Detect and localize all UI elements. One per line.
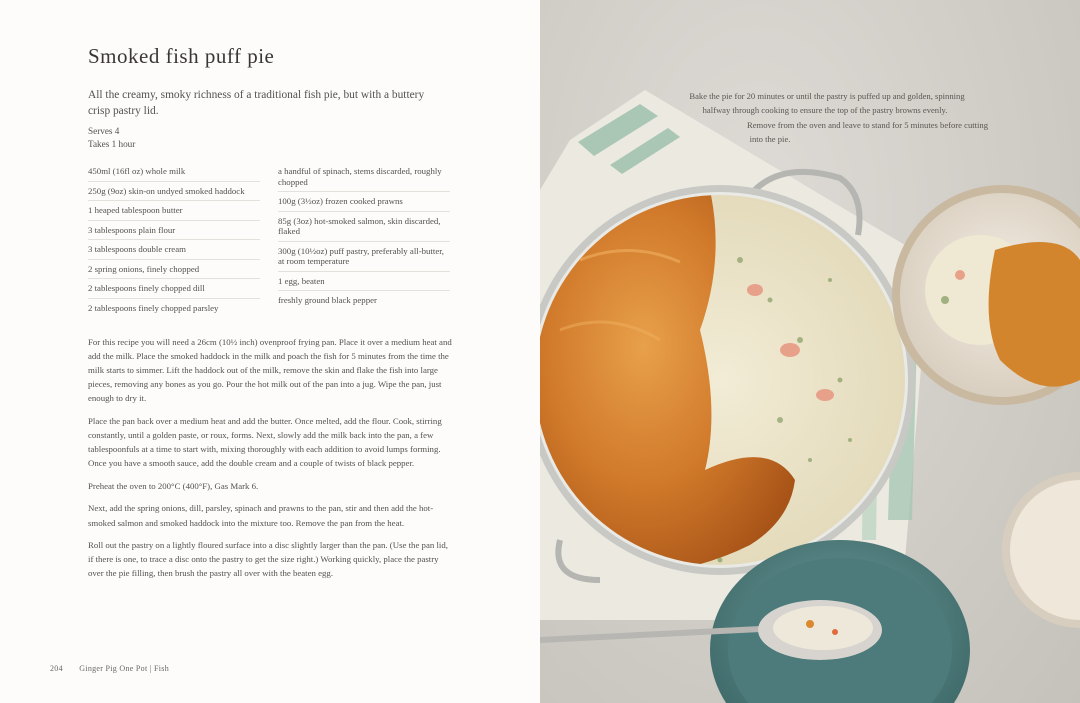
method-steps (88, 335, 452, 589)
caption-line: Remove from the oven and leave to stand for 5 minutes before cutting (746, 119, 989, 130)
ingredient-item: freshly ground black pepper (278, 295, 377, 305)
cream-bowl (1002, 472, 1080, 628)
method-paragraph: For this recipe you will need a 26cm (10½ inch) ovenproof frying pan. Place it over a medium heat and add the milk. Place the smoked haddock in the milk and poach the fish for 5 minutes from the time the milk starts to simmer. Lift the haddock out of the milk, remove the skin and flake the fish into large pieces, removing any bones as you go. Pour the hot milk out of the pan into a jug. Wipe the pan, just enough to dry it. (88, 337, 452, 404)
caption-line: into the pie. (749, 133, 791, 144)
ingredient-item: a handful of spinach, stems discarded, roughly chopped (278, 162, 450, 192)
ingredients-column-left (88, 162, 260, 317)
method-paragraph: Next, add the spring onions, dill, parsley, spinach and prawns to the pan, stir and then add the hot-smoked salmon and smoked haddock into the mixture too. Remove the pan from the heat. (88, 503, 434, 528)
recipe-title: Smoked fish puff pie (88, 44, 275, 68)
page-number: 204 (50, 664, 63, 673)
running-head: Ginger Pig One Pot | Fish (79, 664, 169, 673)
caption-line: Bake the pie for 20 minutes or until the pastry is puffed up and golden, spinning (689, 91, 965, 101)
ingredient-item: 300g (10½oz) puff pastry, preferably all-butter, at room temperature (278, 242, 450, 272)
ingredients-column-right (278, 162, 450, 310)
ingredient-item: 100g (3½oz) frozen cooked prawns (278, 192, 450, 212)
method-paragraph: Roll out the pastry on a lightly floured surface into a disc slightly larger than the pan. (Use the pan lid, if there is one, to trace a disc onto the pastry to get the size right.) Working quickly, place the pastry over the pie filling, then brush the pastry all over with the beaten egg. (88, 540, 448, 579)
recipe-intro: All the creamy, smoky richness of a traditional fish pie, but with a buttery crisp pastry lid. (88, 89, 425, 117)
page-footer (50, 664, 169, 673)
method-paragraph: Place the pan back over a medium heat and add the butter. Once melted, add the flour. Cook, stirring constantly, until a golden paste, or roux, forms. Next, slowly add the milk back into the pan, a few tablespoonfuls at a time to start with, mixing thoroughly with each addition to avoid lumps forming. Once you have a smooth sauce, add the double cream and a couple of twists of black pepper. (88, 415, 442, 469)
ingredient-item: 450ml (16fl oz) whole milk (88, 162, 260, 182)
ingredient-item: 250g (9oz) skin-on undyed smoked haddock (88, 182, 260, 202)
ingredient-item: 3 tablespoons double cream (88, 240, 260, 260)
ingredient-item: 2 tablespoons finely chopped parsley (88, 302, 219, 313)
ingredient-item: 1 egg, beaten (278, 272, 450, 292)
photo-page (540, 0, 1080, 703)
ingredient-item: 2 tablespoons finely chopped dill (88, 279, 260, 299)
serves-text: Serves 4 (88, 126, 120, 136)
recipe-meta (88, 125, 135, 151)
ingredients-list (88, 162, 452, 322)
method-paragraph: Preheat the oven to 200°C (400°F), Gas Mark 6. (88, 480, 259, 491)
ingredient-item: 3 tablespoons plain flour (88, 221, 260, 241)
ingredient-item: 2 spring onions, finely chopped (88, 260, 260, 280)
caption-line: halfway through cooking to ensure the top of the pastry browns evenly. (702, 105, 948, 116)
ingredient-item: 85g (3oz) hot-smoked salmon, skin discarded, flaked (278, 212, 450, 242)
ingredient-item: 1 heaped tablespoon butter (88, 201, 260, 221)
takes-text: Takes 1 hour (88, 139, 136, 149)
photo-caption (650, 89, 990, 146)
